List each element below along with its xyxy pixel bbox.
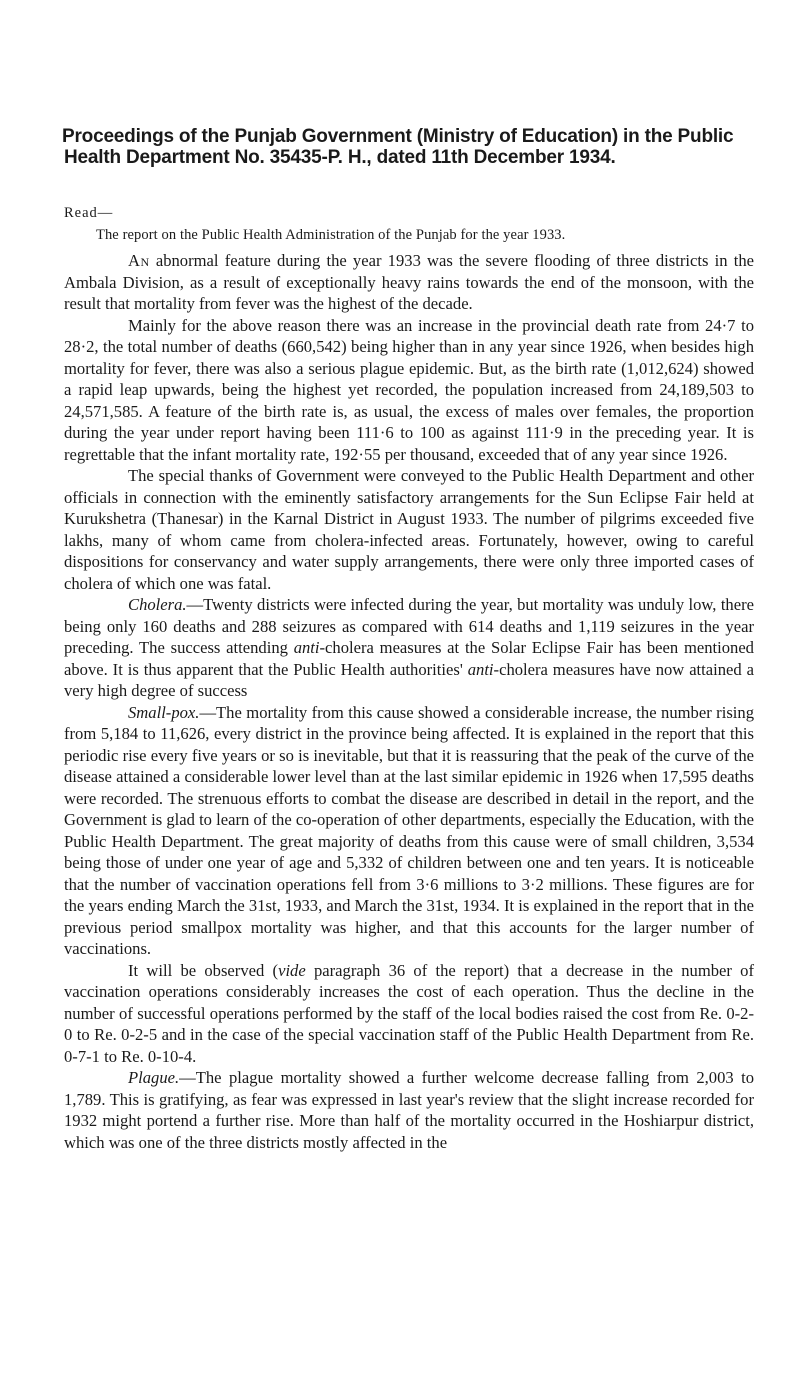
paragraph-flooding [64,250,754,315]
paragraph-cholera [64,594,754,702]
paragraph-text: The special thanks of Government were conveyed to the Public Health Department and other officials in connection with the eminently satisfactory arrangements for the Sun Eclipse Fair held at Kurukshetra (Thanesar) in the Karnal District in August 1933. The number of pilgrims exceeded five lakhs, many of whom came from cholera-infected areas. Fortunately, however, owing to careful dispositions for conservancy and water supply arrangements, there were only three imported cases of cholera of which one was fatal. [64,466,754,593]
paragraph-text: —The plague mortality showed a further welcome decrease falling from 2,003 to 1,789. This is gratifying, as fear was expressed in last year's review that the slight increase recorded for 1932 might portend a further rise. More than half of the mortality occurred in the Hoshiarpur district, which was one of the three districts mostly affected in the [64,1068,754,1152]
read-label: Read— [64,205,114,221]
paragraph-text: paragraph 36 of the report) that a decrease in the number of vaccination operations considerably increases the cost of each operation. Thus the decline in the number of successful operations performed by the staff of the local bodies raised the cost from Re. 0-2-0 to Re. 0-2-5 and in the case of the special vaccination staff of the Public Health Department from Re. 0-7-1 to Re. 0-10-4. [64,960,755,1066]
paragraph-death-rate [64,315,754,466]
paragraph-text: Mainly for the above reason there was an increase in the provincial death rate from 24·7 to 28·2, the total number of deaths (660,542) being higher than in any year since 1926, when besides high mortality for fever, there was also a serious plague epidemic. But, as the birth rate (1,012,624) showed a rapid leap upwards, being the highest yet recorded, the population increased from 24,189,503 to 24,571,585. A feature of the birth rate is, as usual, the excess of males over females, the proportion during the year under report having been 111·6 to 100 as against 111·9 in the preceding year. It is regrettable that the infant mortality rate, 192·55 per thousand, exceeded that of any year since 1926. [64,315,754,464]
paragraph-text: -cholera measures at the Solar Eclipse Fair has been mentioned above. It is thus apparent that the Public Health authorities' [64,638,754,679]
document-body [64,250,754,1153]
paragraph-text: —Twenty districts were infected during the year, but mortality was unduly low, there being only 160 deaths and 288 seizures as compared with 614 deaths and 1,119 seizures in the year preceding. The success attending [64,595,754,657]
paragraph-plague [64,1067,754,1153]
section-title-small-pox: Small-pox. [128,702,200,722]
paragraph-text: —The mortality from this cause showed a considerable increase, the number rising from 5,184 to 11,626, every district in the province being affected. It is explained in the report that this periodic rise every five years or so is inevitable, but that it is reassuring that the peak of the curve of the disease attained a considerable lower level than at the last similar epidemic in 1926 when 17,595 deaths were recorded. The strenuous efforts to combat the disease are described in detail in the report, and the Government is glad to learn of the co-operation of other departments, especially the Education, with the Public Health Department. The great majority of deaths from this cause were of small children, 3,534 being those of under one year of age and 5,332 of children between one and ten years. It is noticeable that the number of vaccination operations fell from 3·6 millions to 3·2 millions. These figures are for the years ending March the 31st, 1933, and March the 31st, 1934. It is explained in the report that in the previous period smallpox mortality was higher, and that this accounts for the larger number of vaccinations. [64,702,754,958]
section-title-plague: Plague. [128,1068,180,1087]
italic-word: vide [278,960,306,980]
italic-word: anti [467,659,494,679]
paragraph-text: It will be observed ( [128,960,279,980]
paragraph-vaccination-cost [64,960,754,1068]
section-title-cholera: Cholera. [128,595,187,614]
paragraph-text: -cholera measures have now attained a very high degree of success [64,659,754,700]
paragraph-text: abnormal feature during the year 1933 was the severe flooding of three districts in the Ambala Division, as a result of exceptionally heavy rains towards the end of the monsoon, with the result that mortality from fever was the highest of the decade. [64,251,754,313]
paragraph-eclipse-fair [64,465,754,594]
document-heading: Proceedings of the Punjab Government (Ministry of Education) in the Public Health Department No. 35435-P. H., dated 11th December 1934. [62,126,734,168]
paragraph-lead-word: An [128,251,150,270]
italic-word: anti [293,638,320,657]
report-reference: The report on the Public Health Administration of the Punjab for the year 1933. [96,227,566,243]
paragraph-small-pox [64,702,754,960]
